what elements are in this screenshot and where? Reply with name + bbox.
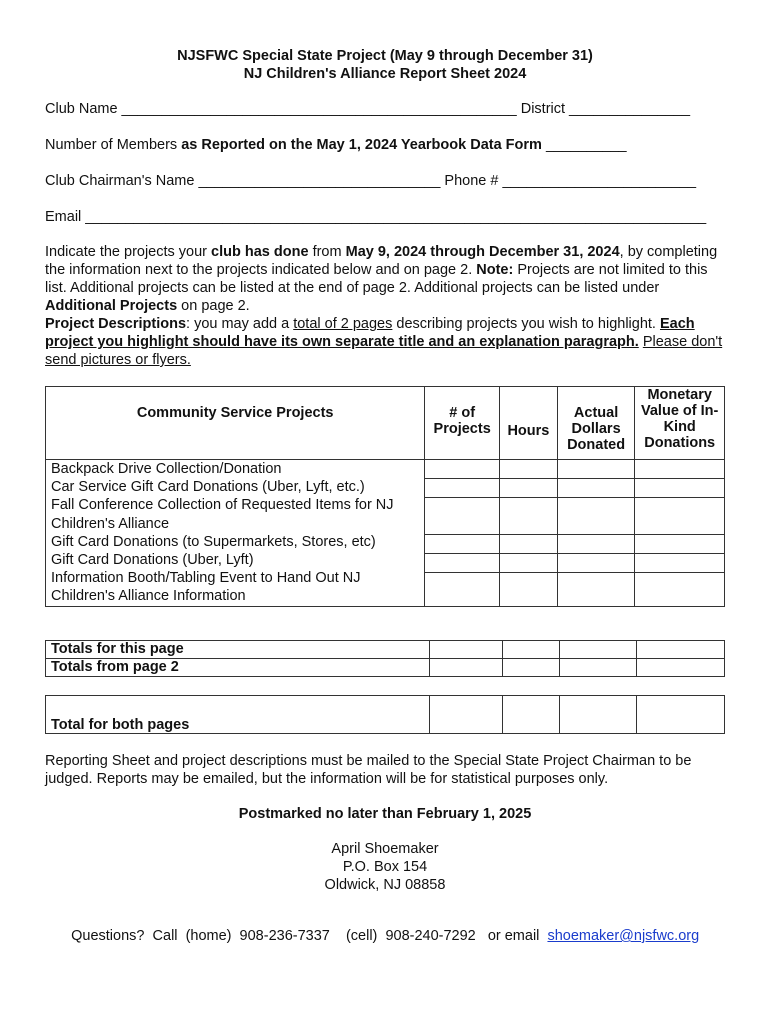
questions-text: Questions? Call (home) 908-236-7337 (cell) 908-240-7292 or email xyxy=(71,928,548,944)
header-hours: Hours xyxy=(500,387,558,460)
header-projects: Community Service Projects xyxy=(46,387,425,460)
chairman-field[interactable]: Club Chairman's Name ______________________________ Phone # ________________________ xyxy=(45,173,697,189)
members-field[interactable] xyxy=(45,137,627,153)
totals-this-page-inkind[interactable] xyxy=(636,641,724,659)
totals-page-2-dollars[interactable] xyxy=(560,659,637,677)
chairman-po-box: P.O. Box 154 xyxy=(342,859,428,875)
header-num-projects: # of Projects xyxy=(425,387,500,460)
project-row: Fall Conference Collection of Requested Items for NJ Children's Alliance xyxy=(51,497,394,532)
totals-page-2-label: Totals from page 2 xyxy=(46,659,430,677)
email-field[interactable]: Email _____________________________________________________________________________ xyxy=(45,209,707,225)
project-row: Gift Card Donations (to Supermarkets, Stores, etc) xyxy=(51,533,376,550)
questions-line xyxy=(55,912,699,960)
total-both-num[interactable] xyxy=(429,696,503,734)
project-row: Information Booth/Tabling Event to Hand Out NJ Children's Alliance Information xyxy=(51,570,361,605)
project-row: Gift Card Donations (Uber, Lyft) xyxy=(51,552,254,569)
total-both-dollars[interactable] xyxy=(560,696,637,734)
members-blank: __________ xyxy=(541,137,627,153)
header-in-kind: Monetary Value of In-Kind Donations xyxy=(635,387,725,460)
title-line-2: NJ Children's Alliance Report Sheet 2024 xyxy=(243,66,527,82)
totals-this-page-label: Totals for this page xyxy=(46,641,430,659)
num-projects-cell[interactable] xyxy=(425,460,500,607)
postmark-deadline: Postmarked no later than February 1, 2025 xyxy=(238,806,532,822)
instructions-paragraph: Indicate the projects your club has done from May 9, 2024 through December 31, 2024, by completing the information next to the projects indicated below and on page 2. Note: Projects are not limited to this list. Additional projects can be listed at the end of page 2. Additional projects can be listed under Additional Projects on page 2. Project Descriptions: you may add a total of 2 pages describing projects you wish to highlight. Each project you highlight should have its own separate title and an explanation paragraph. Please don't send pictures or flyers. xyxy=(45,244,723,368)
project-row: Car Service Gift Card Donations (Uber, Lyft, etc.) xyxy=(51,479,365,496)
total-both-inkind[interactable] xyxy=(636,696,724,734)
hours-cell[interactable] xyxy=(500,460,558,607)
totals-this-page-num[interactable] xyxy=(429,641,503,659)
grand-total-table xyxy=(45,695,725,734)
mailing-note: Reporting Sheet and project descriptions must be mailed to the Special State Project Chairman to be judged. Reports may be emailed, but the information will be for statistical purposes only. xyxy=(45,753,692,787)
chairman-name: April Shoemaker xyxy=(331,841,439,857)
title-line-1: NJSFWC Special State Project (May 9 through December 31) xyxy=(177,48,593,64)
actual-dollars-cell[interactable] xyxy=(557,460,635,607)
projects-table xyxy=(45,386,725,607)
totals-page-2-num[interactable] xyxy=(429,659,503,677)
in-kind-cell[interactable] xyxy=(635,460,725,607)
club-name-field[interactable]: Club Name _________________________________________________ District _______________ xyxy=(45,101,691,117)
project-list-cell xyxy=(46,460,425,607)
total-both-pages-label: Total for both pages xyxy=(46,696,430,734)
header-actual-dollars: Actual Dollars Donated xyxy=(557,387,635,460)
totals-page-2-hours[interactable] xyxy=(503,659,560,677)
chairman-city: Oldwick, NJ 08858 xyxy=(324,877,446,893)
project-row: Backpack Drive Collection/Donation xyxy=(51,461,282,477)
total-both-hours[interactable] xyxy=(503,696,560,734)
email-link[interactable]: shoemaker@njsfwc.org xyxy=(547,928,700,944)
totals-this-page-dollars[interactable] xyxy=(560,641,637,659)
members-label: Number of Members xyxy=(45,137,182,153)
totals-this-page-hours[interactable] xyxy=(503,641,560,659)
totals-table xyxy=(45,640,725,677)
members-label-bold: as Reported on the May 1, 2024 Yearbook Data Form xyxy=(181,137,542,153)
totals-page-2-inkind[interactable] xyxy=(636,659,724,677)
